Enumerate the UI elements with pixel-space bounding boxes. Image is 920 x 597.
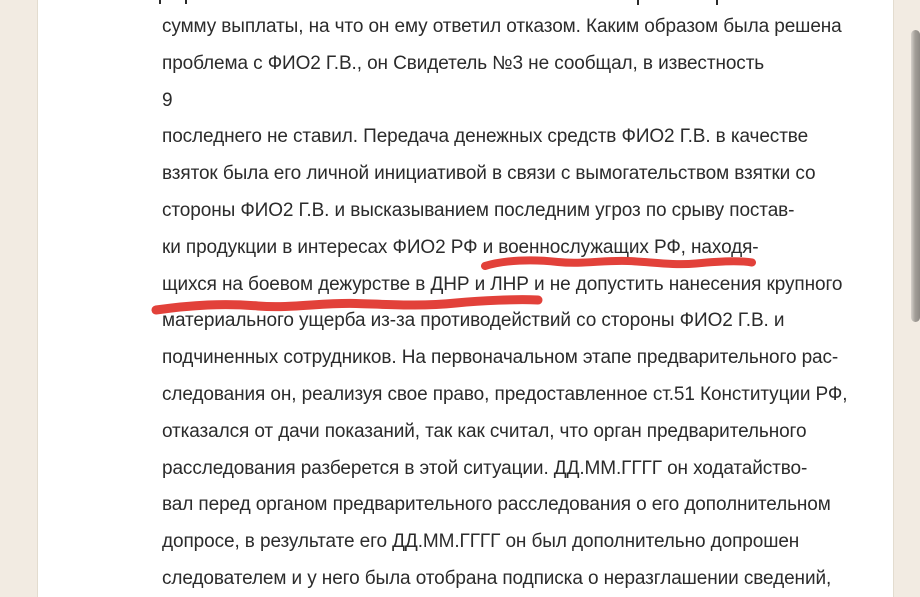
document-text-line: подчиненных сотрудников. На первоначальном этапе предварительного рас- bbox=[162, 347, 839, 369]
document-text-line: отказался от дачи показаний, так как считал, что орган предварительного bbox=[162, 420, 807, 442]
document-text-line: следователем и у него была отобрана подписка о неразглашении сведений, bbox=[162, 567, 832, 589]
document-text-line: проблема с ФИО2 Г.В., он Свидетель №3 не сообщал, в известность bbox=[162, 52, 765, 74]
cropped-text-descender bbox=[159, 0, 161, 4]
document-text-block bbox=[162, 9, 882, 597]
cropped-text-descender bbox=[637, 0, 639, 5]
document-text-line: материального ущерба из-за противодействий со стороны ФИО2 Г.В. и bbox=[162, 310, 785, 332]
document-text-line: допросе, в результате его ДД.ММ.ГГГГ он был дополнительно допрошен bbox=[162, 531, 800, 553]
document-text-line: расследования разберется в этой ситуации. ДД.ММ.ГГГГ он ходатайство- bbox=[162, 457, 808, 479]
document-text-line: последнего не ставил. Передача денежных средств ФИО2 Г.В. в качестве bbox=[162, 126, 809, 148]
document-text-line-underlined: ки продукции в интересах ФИО2 РФ и военнослужащих РФ, находя- bbox=[162, 236, 759, 258]
document-text-line: вал перед органом предварительного расследования о его дополнительном bbox=[162, 494, 831, 516]
document-text-line-underlined: щихся на боевом дежурстве в ДНР и ЛНР и не допустить нанесения крупного bbox=[162, 273, 843, 295]
page-number: 9 bbox=[162, 89, 173, 111]
document-text-line: стороны ФИО2 Г.В. и высказыванием последним угроз по срыву постав- bbox=[162, 199, 795, 221]
document-text-line: следования он, реализуя свое право, предоставленное ст.51 Конституции РФ, bbox=[162, 383, 848, 405]
cropped-text-descender bbox=[716, 0, 718, 5]
document-text-line: сумму выплаты, на что он ему ответил отказом. Каким образом была решена bbox=[162, 16, 842, 37]
cropped-text-descender bbox=[185, 0, 187, 4]
scrollbar-thumb[interactable] bbox=[911, 30, 920, 322]
document-text-line: взяток была его личной инициативой в связи с вымогательством взятки со bbox=[162, 163, 816, 185]
